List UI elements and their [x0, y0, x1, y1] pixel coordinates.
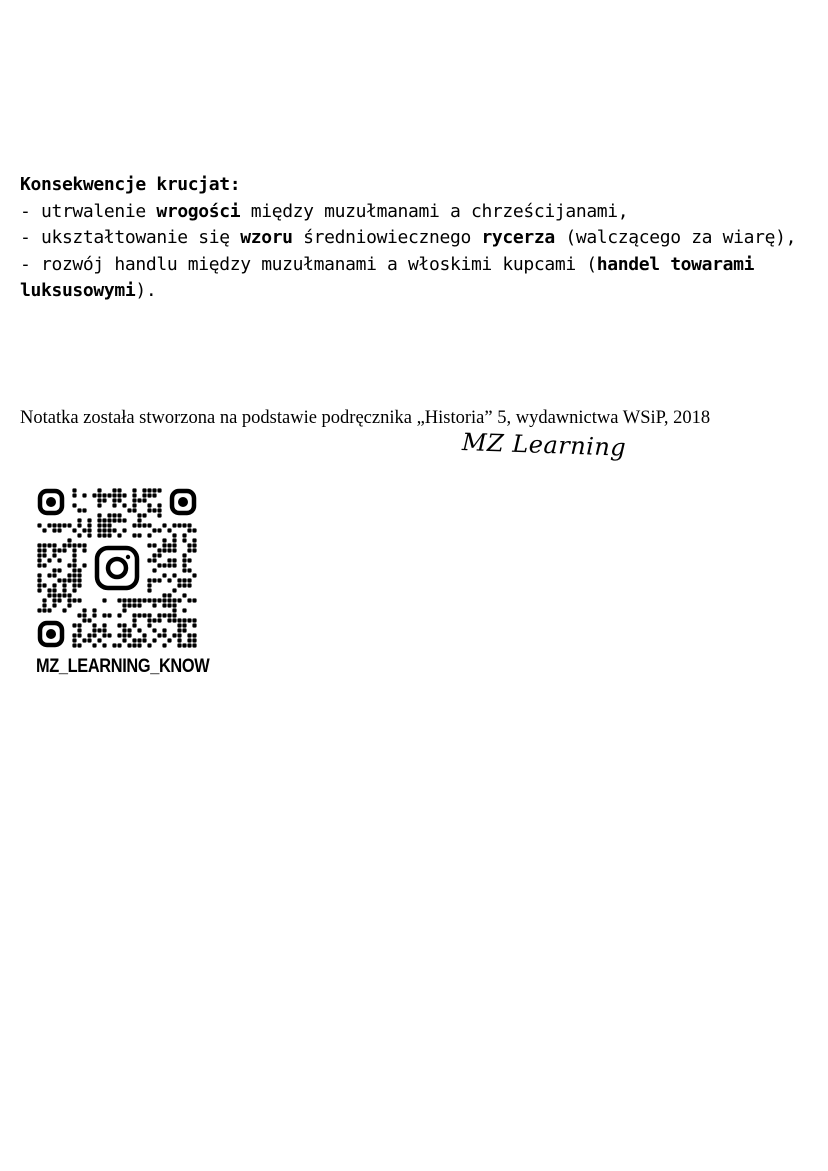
bold-term: handel towarami luksusowymi: [20, 253, 755, 301]
qr-finder-bottom-left: [40, 623, 62, 645]
bold-term: wrogości: [156, 200, 241, 222]
qr-finder-top-left: [40, 491, 62, 513]
list-item: - ukształtowanie się wzoru średniowiecznego rycerza (walczącego za wiarę),: [20, 227, 797, 248]
bold-term: rycerza: [481, 227, 555, 248]
list-item: - utrwalenie wrogości między muzułmanami a chrześcijanami,: [20, 200, 629, 222]
qr-code[interactable]: [37, 488, 197, 648]
crusade-consequences-notes: [20, 172, 810, 305]
notes-heading: Konsekwencje krucjat:: [20, 174, 241, 195]
qr-finder-top-right: [172, 491, 194, 513]
source-note: Notatka została stworzona na podstawie podręcznika „Historia” 5, wydawnictwa WSiP, 2018: [20, 408, 711, 428]
bold-term: wzoru: [240, 227, 293, 248]
instagram-handle: MZ_LEARNING_KNOW: [36, 656, 210, 677]
list-item: - rozwój handlu między muzułmanami a włoskimi kupcami (handel towarami luksusowymi).: [20, 253, 755, 301]
signature: MZ Learning: [461, 428, 627, 462]
